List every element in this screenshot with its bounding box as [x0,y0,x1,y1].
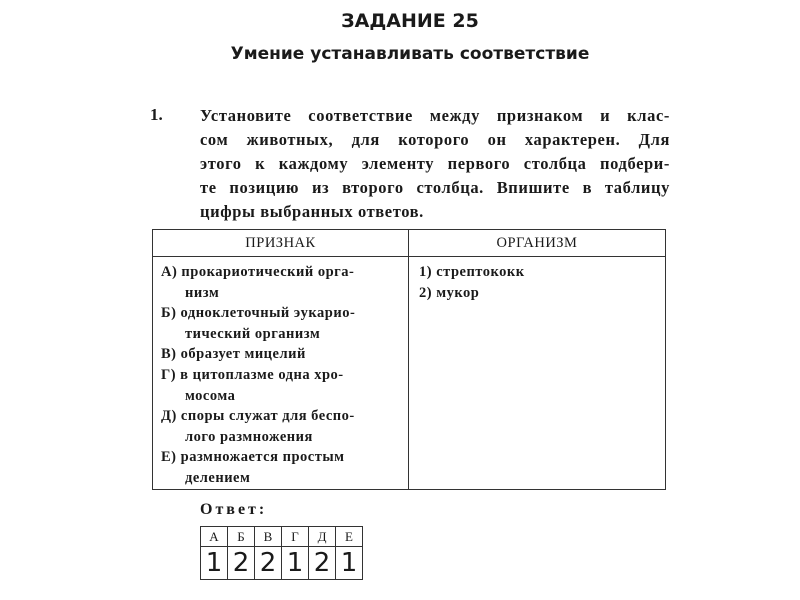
answer-letter: А [201,527,228,547]
question-line: те позицию из второго столбца. Впишите в таблицу [200,178,670,197]
answer-letter: Е [336,527,363,547]
answer-value[interactable]: 1 [336,547,363,580]
feature-item: Б) одноклеточный эукарио- [161,305,356,322]
feature-list [161,262,355,489]
question-line: сом животных, для которого он характерен. Для [200,130,670,149]
answer-letter: Г [282,527,309,547]
header-feature: ПРИЗНАК [245,235,316,251]
answer-letter: Б [228,527,255,547]
answer-value[interactable]: 1 [282,547,309,580]
answer-label: Ответ: [200,501,268,518]
organism-list [419,262,525,303]
feature-item-cont: низм [185,284,220,301]
feature-item: Д) споры служат для беспо- [161,408,355,425]
feature-item: В) образует мицелий [161,346,306,363]
header-organism: ОРГАНИЗМ [496,235,578,251]
answer-value[interactable]: 2 [255,547,282,580]
answer-value[interactable]: 2 [309,547,336,580]
matching-table [152,229,666,490]
answer-letter: Д [309,527,336,547]
task-subtitle: Умение устанавливать соответствие [230,44,590,64]
divider [408,230,409,489]
question-line: этого к каждому элементу первого столбца подбери- [200,154,670,173]
answer-table [200,526,363,580]
task-title: ЗАДАНИЕ 25 [341,10,479,32]
question-number: 1. [150,105,163,124]
answer-value[interactable]: 2 [228,547,255,580]
question-line: цифры выбранных ответов. [200,202,424,221]
answer-value[interactable]: 1 [201,547,228,580]
question-line: Установите соответствие между признаком и клас- [200,106,670,125]
feature-item: Е) размножается простым [161,449,345,466]
organism-item: 2) мукор [419,284,480,301]
divider [153,256,665,257]
feature-item-cont: лого размножения [185,428,313,445]
feature-item: Г) в цитоплазме одна хро- [161,366,344,383]
feature-item-cont: делением [185,469,251,486]
feature-item-cont: мосома [185,387,236,404]
feature-item: А) прокариотический орга- [161,264,355,280]
question-text [200,104,670,224]
answer-letter: В [255,527,282,547]
feature-item-cont: тический организм [185,325,321,342]
organism-item: 1) стрептококк [419,264,525,280]
